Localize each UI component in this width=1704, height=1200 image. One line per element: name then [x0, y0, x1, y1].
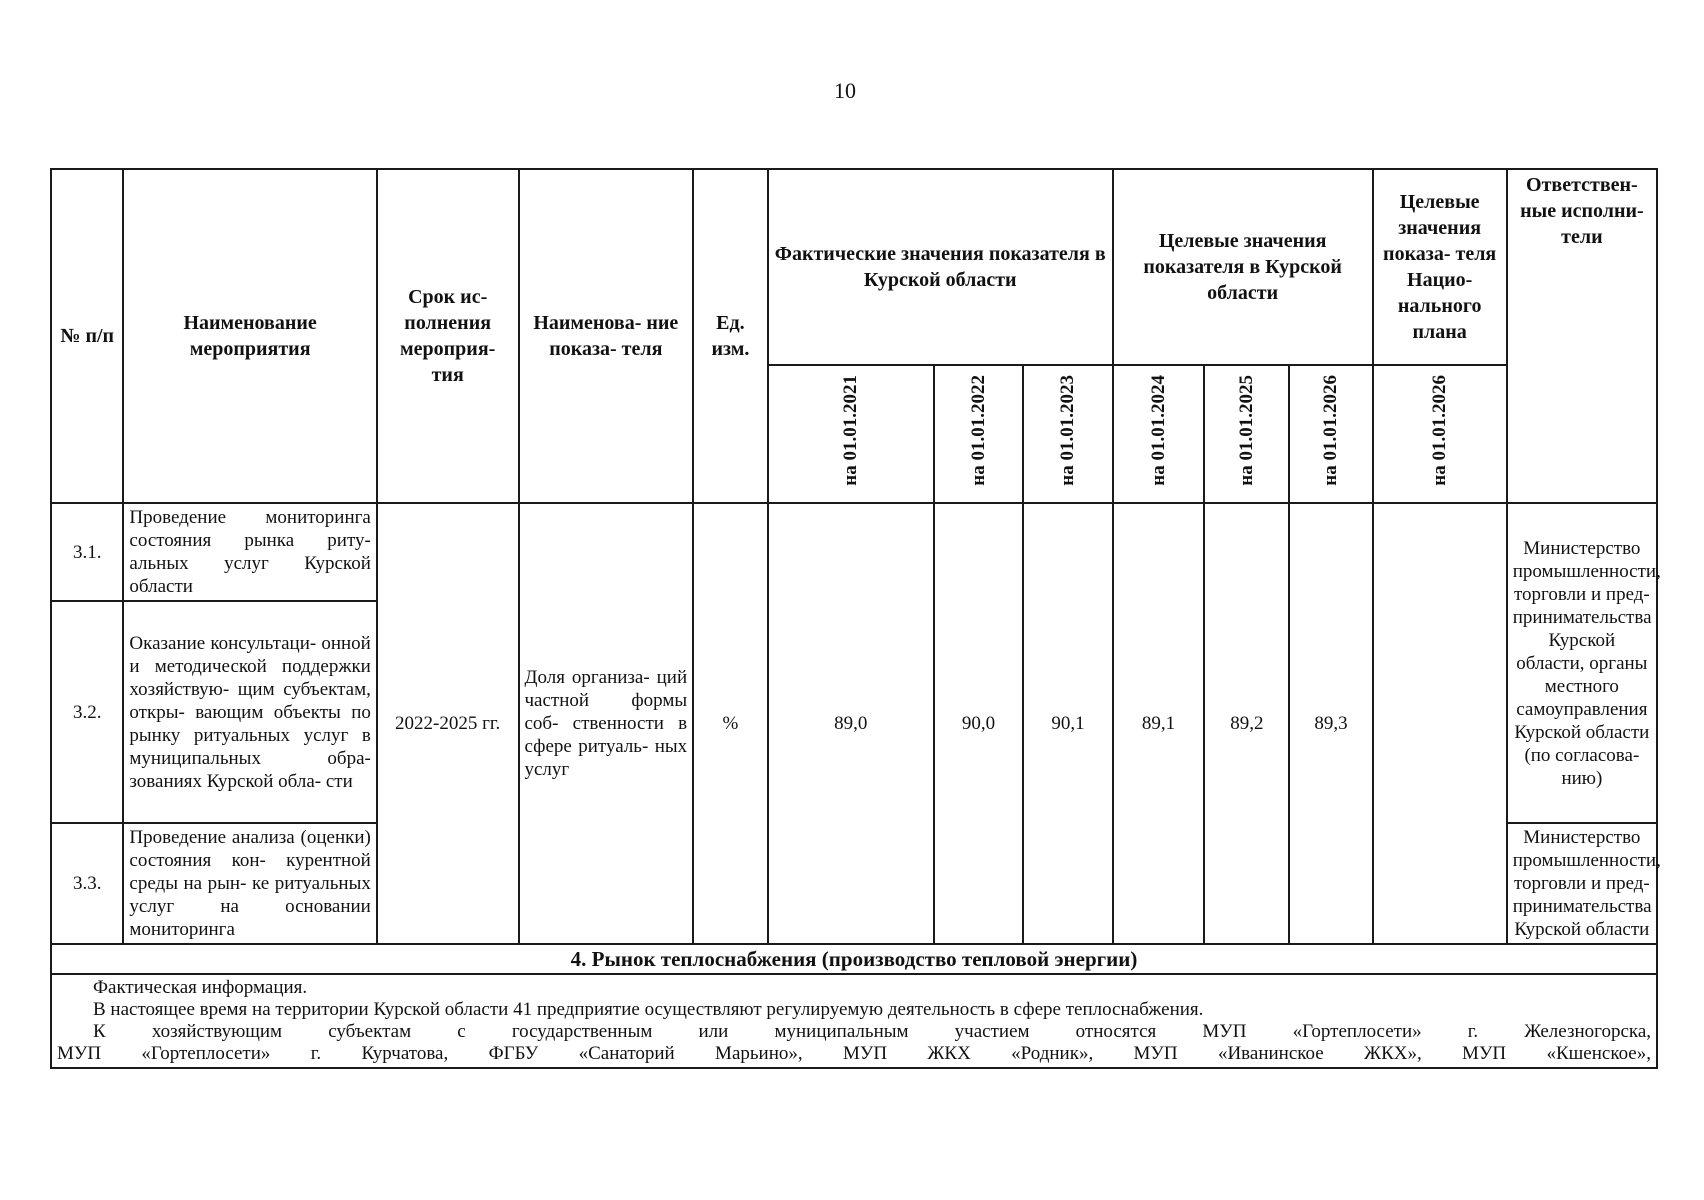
header-actual-values: Фактические значения показателя в Курской области [768, 169, 1113, 365]
header-date-cell [934, 365, 1023, 503]
header-deadline: Срок ис- полнения мероприя- тия [377, 169, 519, 503]
date-label: на 01.01.2023 [1056, 375, 1078, 486]
value-2024: 89,1 [1113, 503, 1205, 944]
value-2026: 89,3 [1289, 503, 1372, 944]
table-row [51, 503, 1657, 601]
section-paragraph: МУП «Гортеплосети» г. Курчатова, ФГБУ «Санаторий Марьино», МУП ЖКХ «Родник», МУП «Иванинское ЖКХ», МУП «Кшенское», [57, 1043, 1651, 1064]
section-title: 4. Рынок теплоснабжения (производство тепловой энергии) [51, 944, 1657, 974]
indicator-cell: Доля организа- ций частной формы соб- ственности в сфере ритуаль- ных услуг [519, 503, 694, 944]
section-paragraph: Фактическая информация. [93, 977, 308, 998]
value-2022: 90,0 [934, 503, 1023, 944]
section-body [51, 974, 1657, 1068]
date-label: на 01.01.2026 [1428, 375, 1450, 486]
value-2021: 89,0 [768, 503, 934, 944]
value-2023: 90,1 [1023, 503, 1112, 944]
header-unit: Ед. изм. [693, 169, 768, 503]
header-responsible: Ответствен- ные исполни- тели [1507, 169, 1657, 503]
unit-cell: % [693, 503, 768, 944]
responsible-cell-1: Министерство промышленности, торговли и пред- принимательства Курской области, органы местного самоуправления Курской области (по согласова- нию) [1507, 503, 1657, 823]
responsible-cell-2: Министерство промышленности, торговли и пред- принимательства Курской области [1507, 823, 1657, 944]
date-label: на 01.01.2025 [1235, 375, 1257, 486]
header-date-cell [1113, 365, 1205, 503]
date-label: на 01.01.2022 [967, 375, 989, 486]
value-2025: 89,2 [1204, 503, 1289, 944]
row-event-name: Проведение анализа (оценки) состояния кон- курентной среды на рын- ке ритуальных услуг на основании мониторинга [123, 823, 376, 944]
page-number: 10 [834, 78, 856, 103]
header-date-cell [1289, 365, 1372, 503]
section-paragraph: В настоящее время на территории Курской области 41 предприятие осуществляют регулируемую деятельность в сфере теплоснабжения. [93, 999, 1204, 1020]
section-paragraph: К хозяйствующим субъектам с государственным или муниципальным участием относятся МУП «Гортеплосети» г. Железногорска, [93, 1021, 1651, 1042]
header-date-cell [1023, 365, 1112, 503]
date-label: на 01.01.2026 [1320, 375, 1342, 486]
value-national-2026 [1373, 503, 1507, 944]
section-body-row [51, 974, 1657, 1068]
date-label: на 01.01.2021 [839, 375, 861, 486]
header-national-plan: Целевые значения показа- теля Нацио- нального плана [1373, 169, 1507, 365]
row-event-name: Оказание консультаци- онной и методической поддержки хозяйствую- щим субъектам, откры- вающим объекты по рынку ритуальных услуг в муниципальных обра- зованиях Курской обла- сти [123, 601, 376, 823]
date-label: на 01.01.2024 [1147, 375, 1169, 486]
header-date-cell [1204, 365, 1289, 503]
row-num: 3.2. [51, 601, 123, 823]
header-target-values: Целевые значения показателя в Курской области [1113, 169, 1373, 365]
header-num: № п/п [51, 169, 123, 503]
deadline-cell: 2022-2025 гг. [377, 503, 519, 944]
row-event-name: Проведение мониторинга состояния рынка риту- альных услуг Курской области [123, 503, 376, 601]
row-num: 3.3. [51, 823, 123, 944]
header-date-cell [1373, 365, 1507, 503]
header-date-cell [768, 365, 934, 503]
header-indicator-name: Наименова- ние показа- теля [519, 169, 694, 503]
indicators-table [50, 168, 1661, 1069]
row-num: 3.1. [51, 503, 123, 601]
header-row [51, 169, 1657, 365]
section-row [51, 944, 1657, 974]
header-event-name: Наименование мероприятия [123, 169, 376, 503]
